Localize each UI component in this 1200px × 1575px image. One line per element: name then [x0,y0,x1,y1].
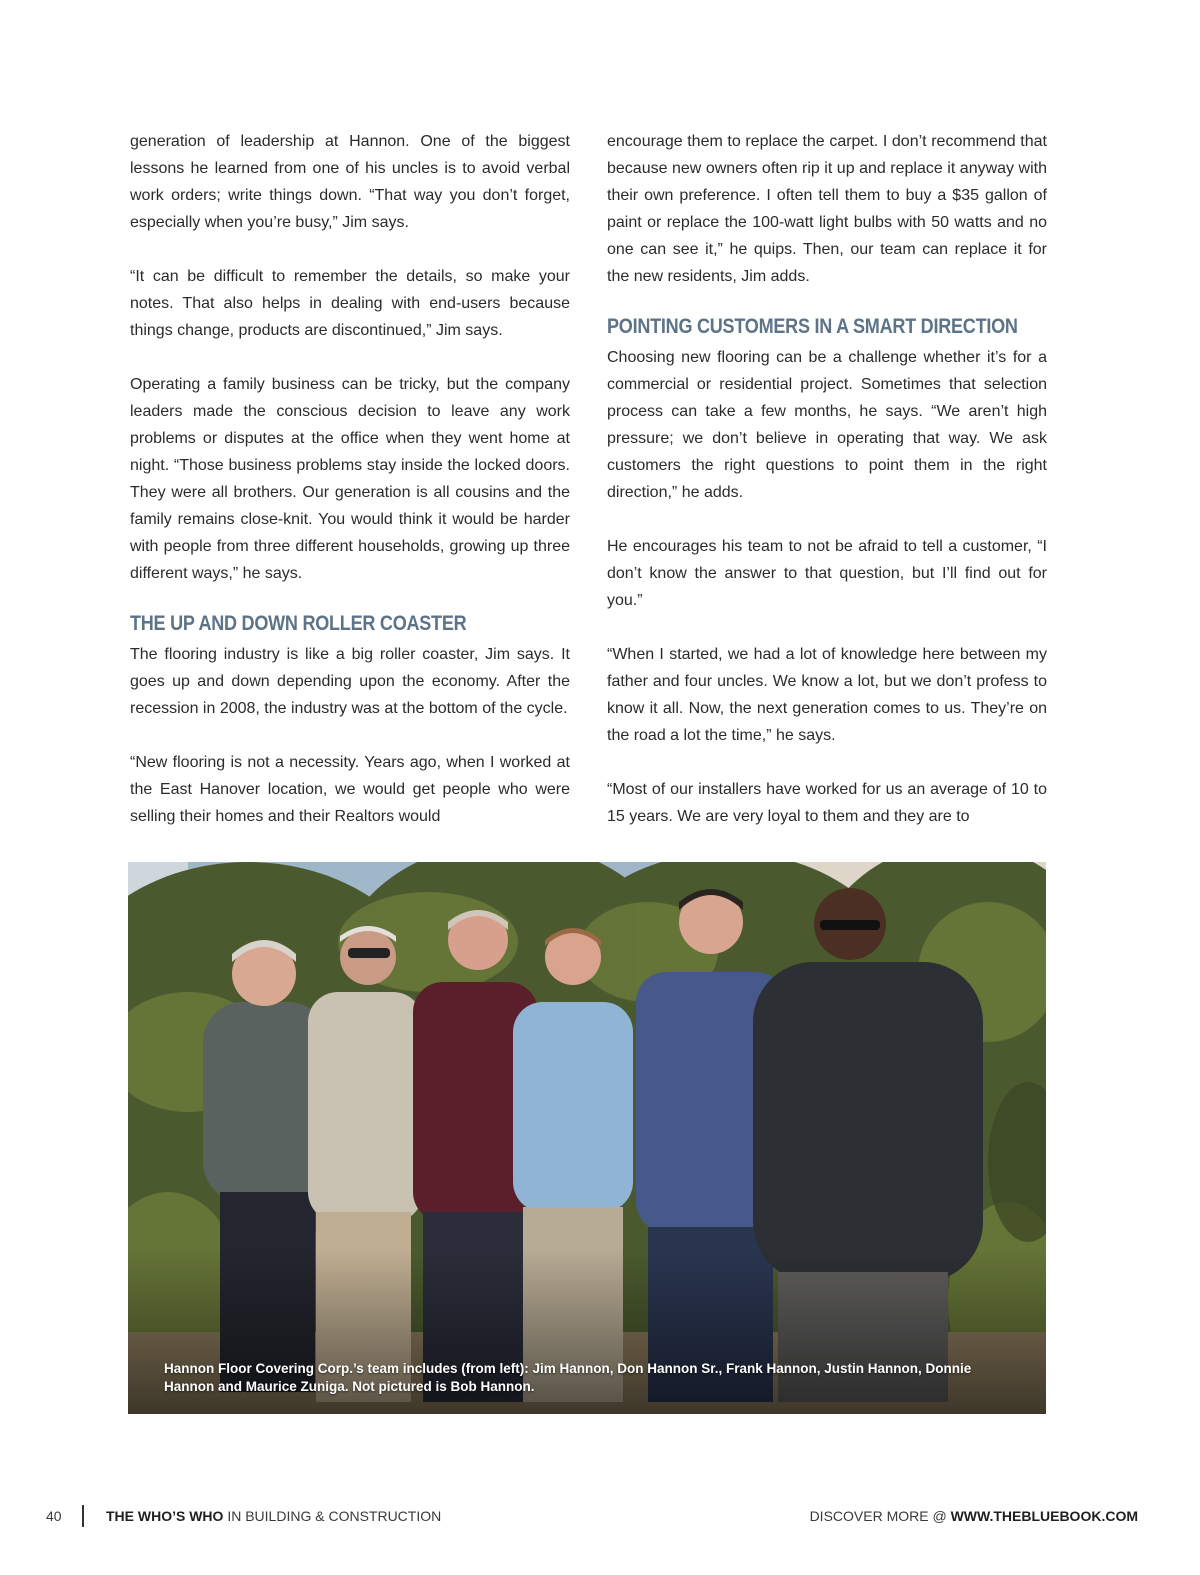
discover-more [810,1508,1138,1524]
body-paragraph: generation of leadership at Hannon. One of the biggest lessons he learned from one of his uncles is to avoid verbal work orders; write things down. “That way you don’t forget, especially when you’re busy,” Jim says. [130,133,570,231]
team-photo-illustration [128,862,1046,1414]
discover-prefix: DISCOVER MORE @ [809,1508,951,1524]
footer-divider [82,1505,84,1527]
section-heading: THE UP AND DOWN ROLLER COASTER [130,612,467,635]
body-paragraph: He encourages his team to not be afraid to tell a customer, “I don’t know the answer to that question, but I’ll find out for you.” [607,538,1047,609]
page-footer [0,1505,1200,1529]
website-link[interactable]: WWW.THEBLUEBOOK.COM [950,1508,1138,1524]
publication-name-bold: THE WHO’S WHO [106,1508,224,1524]
right-column [607,128,1047,830]
body-paragraph: The flooring industry is like a big roller coaster, Jim says. It goes up and down depending upon the economy. After the recession in 2008, the industry was at the bottom of the cycle. [130,646,570,717]
body-paragraph: Choosing new flooring can be a challenge whether it’s for a commercial or residential project. Sometimes that selection process can take a few months, he says. “We aren’t high pressure; we don’t believe in operating that way. We ask customers the right questions to point them in the right direction,” he adds. [607,349,1047,501]
body-paragraph: encourage them to replace the carpet. I don’t recommend that because new owners often rip it up and replace it anyway with their own preference. I often tell them to buy a $35 gallon of paint or replace the 100-watt light bulbs with 50 watts and no one can see it,” he quips. Then, our team can replace it for the new residents, Jim adds. [607,133,1047,285]
section-heading: POINTING CUSTOMERS IN A SMART DIRECTION [607,315,1018,338]
body-paragraph: Operating a family business can be tricky, but the company leaders made the conscious decision to leave any work problems or disputes at the office when they went home at night. “Those business problems stay inside the locked doors. They were all brothers. Our generation is all cousins and the family remains close-knit. You would think it would be harder with people from three different households, growing up three different ways,” he says. [130,376,570,582]
body-paragraph: “When I started, we had a lot of knowledge here between my father and four uncles. We know a lot, but we don’t profess to know it all. Now, the next generation comes to us. They’re on the road a lot the time,” he says. [607,646,1047,744]
left-column [130,128,570,830]
photo-caption: Hannon Floor Covering Corp.’s team includes (from left): Jim Hannon, Don Hannon Sr., Frank Hannon, Justin Hannon, Donnie Hannon and Maurice Zuniga. Not pictured is Bob Hannon. [164,1361,972,1394]
body-paragraph: “It can be difficult to remember the details, so make your notes. That also helps in dealing with end-users because things change, products are discontinued,” Jim says. [130,268,570,339]
publication-name [106,1508,441,1524]
body-paragraph: “Most of our installers have worked for us an average of 10 to 15 years. We are very loyal to them and they are to [607,781,1047,825]
team-photo [128,862,1046,1414]
page-number: 40 [46,1508,62,1524]
body-paragraph: “New flooring is not a necessity. Years ago, when I worked at the East Hanover location, we would get people who were selling their homes and their Realtors would [130,754,570,825]
publication-name-rest: IN BUILDING & CONSTRUCTION [223,1508,442,1524]
